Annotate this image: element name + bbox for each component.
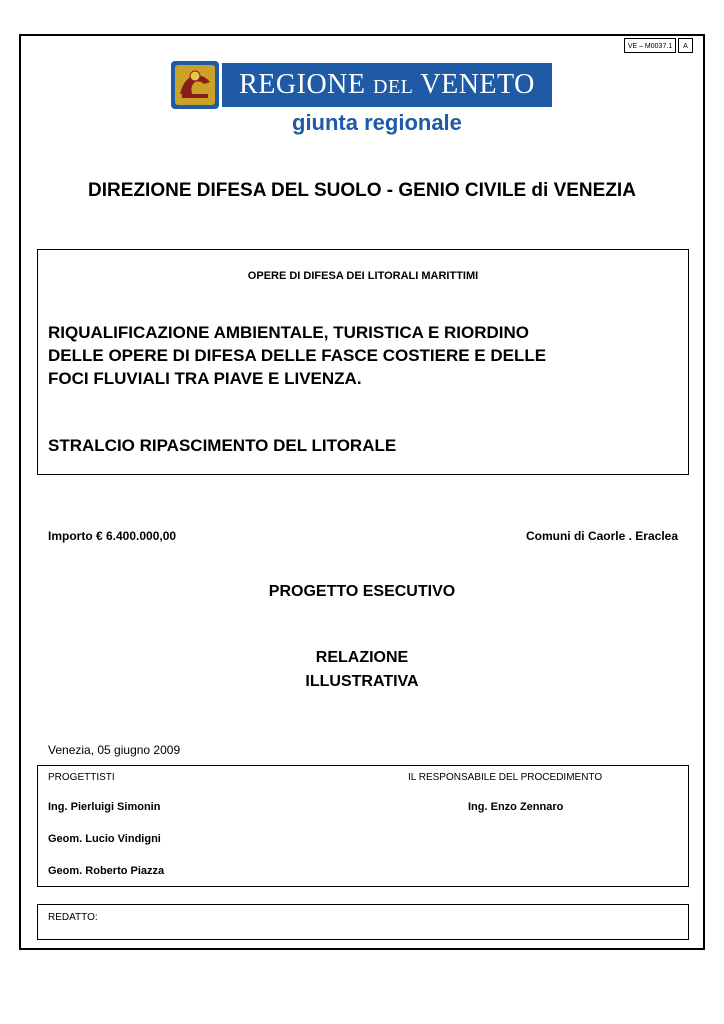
brand-banner <box>222 63 552 107</box>
progettisti-label: PROGETTISTI <box>48 772 115 783</box>
brand-subtitle: giunta regionale <box>292 110 462 135</box>
relazione-line: RELAZIONE <box>315 649 409 666</box>
progetto-heading: PROGETTO ESECUTIVO <box>268 583 456 600</box>
progettista-name: Ing. Pierluigi Simonin <box>48 801 161 813</box>
revision-code: A <box>678 38 693 53</box>
relazione-line: ILLUSTRATIVA <box>305 673 419 690</box>
lion-of-saint-mark-icon <box>170 60 220 110</box>
project-title-line: FOCI FLUVIALI TRA PIAVE E LIVENZA. <box>48 369 362 388</box>
progettista-name: Geom. Roberto Piazza <box>48 865 165 877</box>
comuni-value: Comuni di Caorle . Eraclea <box>525 529 678 543</box>
project-title-line: DELLE OPERE DI DIFESA DELLE FASCE COSTIERE E DELLE <box>48 346 547 365</box>
progettista-name: Geom. Lucio Vindigni <box>48 833 161 845</box>
importo-value: Importo € 6.400.000,00 <box>48 529 177 543</box>
responsabile-label: IL RESPONSABILE DEL PROCEDIMENTO <box>408 772 603 783</box>
redatto-box <box>37 904 689 940</box>
responsabile-name: Ing. Enzo Zennaro <box>468 801 564 813</box>
project-box <box>37 249 689 475</box>
brand-main: REGIONE <box>239 69 366 100</box>
project-title <box>48 321 546 390</box>
stralcio-title: STRALCIO RIPASCIMENTO DEL LITORALE <box>48 436 397 455</box>
redatto-label: REDATTO: <box>48 912 98 923</box>
document-date: Venezia, 05 giugno 2009 <box>48 743 181 757</box>
doc-code: VE – M0037.1 <box>624 38 676 53</box>
relazione-heading <box>0 646 724 694</box>
brand-end: VENETO <box>420 69 535 100</box>
project-category: OPERE DI DIFESA DEI LITORALI MARITTIMI <box>247 270 479 282</box>
brand-small: DEL <box>373 76 414 98</box>
direzione-heading: DIREZIONE DIFESA DEL SUOLO - GENIO CIVILE di VENEZIA <box>88 180 636 201</box>
project-title-line: RIQUALIFICAZIONE AMBIENTALE, TURISTICA E RIORDINO <box>48 323 530 342</box>
signatures-box <box>37 765 689 887</box>
